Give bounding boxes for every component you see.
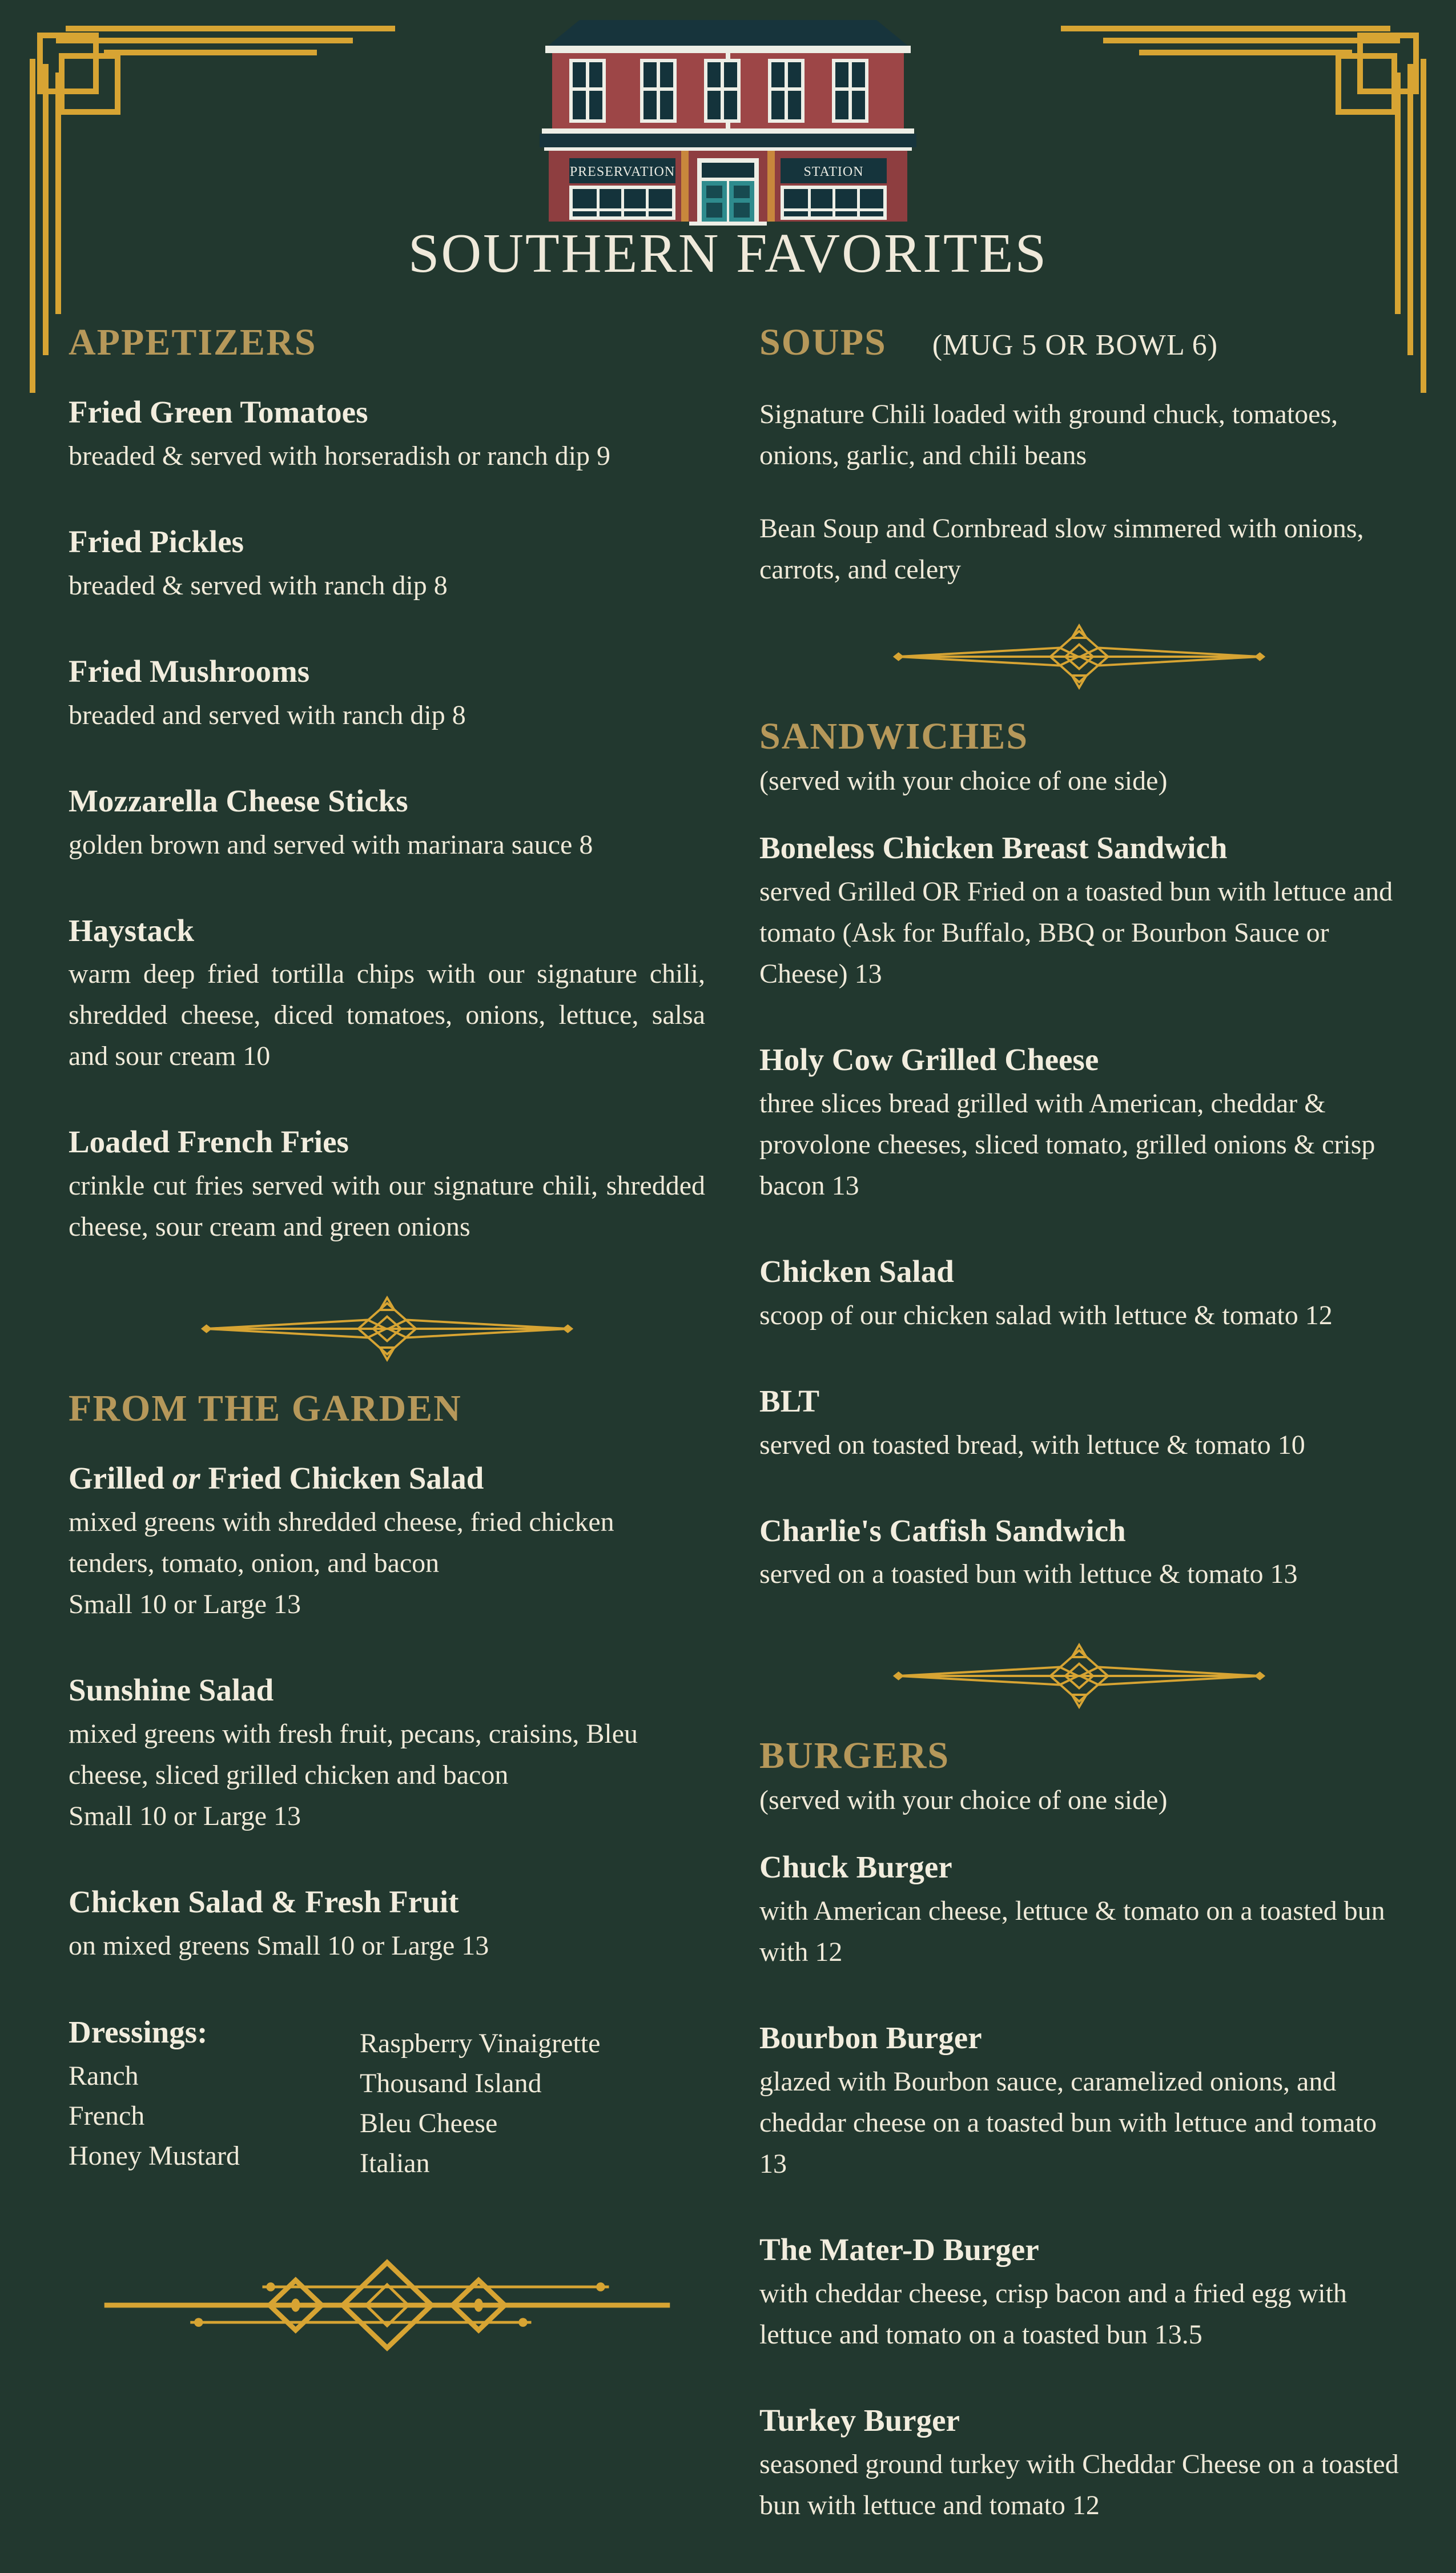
soups-heading-row (759, 321, 1399, 364)
item-name: Chicken Salad & Fresh Fruit (69, 1884, 459, 1920)
item-desc: breaded & served with ranch dip 8 (69, 570, 448, 601)
item-desc: crinkle cut fries served with our signature chili, shredded cheese, sour cream and green onions (69, 1171, 705, 1243)
divider-ornament-icon (199, 1294, 576, 1363)
item-desc: mixed greens with fresh fruit, pecans, craisins, Bleu cheese, sliced grilled chicken and bacon (69, 1719, 638, 1791)
item-size-line: Small 10 or Large 13 (69, 1801, 301, 1832)
item-desc: served on a toasted bun with lettuce & tomato 13 (759, 1559, 1298, 1590)
soup-item: Bean Soup and Cornbread slow simmered with onions, carrots, and celery (759, 513, 1364, 585)
item-desc: three slices bread grilled with American, cheddar & provolone cheeses, sliced tomato, grilled onions & crisp bacon 13 (759, 1088, 1375, 1201)
sandwiches-heading: SANDWICHES (759, 715, 1029, 757)
dressing-option: Thousand Island (360, 2068, 542, 2099)
item-desc: warm deep fried tortilla chips with our signature chili, shredded cheese, diced tomatoes, onions, lettuce, salsa and sour cream 10 (69, 959, 705, 1072)
sandwiches-section (759, 715, 1399, 1595)
menu-item (759, 1849, 1399, 1973)
menu-item (69, 1672, 705, 1837)
building-illustration (540, 14, 916, 226)
pillar (767, 151, 775, 222)
sign-text-left: PRESERVATION (569, 164, 675, 179)
dressings-column-1 (69, 2013, 360, 2184)
item-name: Fried Pickles (69, 524, 244, 559)
menu-item (759, 2402, 1399, 2526)
dressing-option: Raspberry Vinaigrette (360, 2028, 601, 2059)
item-name-italic: or (172, 1461, 200, 1496)
item-name: Boneless Chicken Breast Sandwich (759, 830, 1228, 865)
dressing-option: Italian (360, 2148, 430, 2179)
dressings-label: Dressings: (69, 2015, 208, 2050)
menu-item (759, 2020, 1399, 2185)
burgers-section (759, 1734, 1399, 2526)
item-desc: with cheddar cheese, crisp bacon and a fried egg with lettuce and tomato on a toasted bun 13.5 (759, 2278, 1347, 2350)
menu-item (69, 394, 705, 477)
soups-section (759, 321, 1399, 590)
item-name-part: Grilled (69, 1461, 172, 1496)
menu-item (759, 1042, 1399, 1207)
item-desc: scoop of our chicken salad with lettuce & tomato 12 (759, 1300, 1333, 1330)
item-name (69, 1460, 705, 1497)
storefront-window-left (569, 186, 675, 220)
item-name: Turkey Burger (759, 2403, 960, 2438)
menu-item (759, 1383, 1399, 1466)
item-desc: breaded & served with horseradish or ranch dip 9 (69, 440, 611, 471)
divider-ornament-icon (99, 2251, 675, 2359)
menu-item (69, 524, 705, 606)
storefront-window-right (781, 186, 887, 220)
item-name: Sunshine Salad (69, 1673, 274, 1708)
dressings-block (69, 2013, 705, 2184)
item-name: Bourbon Burger (759, 2020, 982, 2056)
garden-heading: FROM THE GARDEN (69, 1388, 462, 1430)
menu-item (69, 783, 705, 866)
appetizers-heading: APPETIZERS (69, 321, 317, 363)
entrance-door (689, 158, 767, 226)
burgers-heading: BURGERS (759, 1735, 950, 1777)
item-name: Fried Mushrooms (69, 653, 310, 689)
item-name: Chuck Burger (759, 1850, 952, 1885)
menu-item (759, 1513, 1399, 1595)
item-name: Chicken Salad (759, 1253, 954, 1289)
item-desc: served Grilled OR Fried on a toasted bun with lettuce and tomato (Ask for Buffalo, BBQ or Bourbon Sauce or Cheese) 13 (759, 876, 1393, 989)
dressing-option: Ranch (69, 2061, 139, 2092)
page-title: SOUTHERN FAVORITES (408, 223, 1048, 284)
item-desc: golden brown and served with marinara sauce 8 (69, 829, 593, 860)
item-name: Fried Green Tomatoes (69, 395, 368, 429)
menu-item (69, 1460, 705, 1625)
pillar (681, 151, 689, 222)
dressing-option: Bleu Cheese (360, 2108, 498, 2139)
menu-item (69, 1124, 705, 1248)
item-desc: with American cheese, lettuce & tomato on a toasted bun with 12 (759, 1896, 1385, 1968)
menu-item (69, 1884, 705, 1967)
dressings-column-2 (360, 2013, 600, 2184)
item-name: Holy Cow Grilled Cheese (759, 1042, 1099, 1077)
divider-ornament-icon (891, 622, 1268, 691)
item-desc: seasoned ground turkey with Cheddar Cheese on a toasted bun with lettuce and tomato 12 (759, 2449, 1399, 2521)
menu-item (759, 2232, 1399, 2355)
soups-heading: SOUPS (759, 321, 887, 363)
dressing-option: Honey Mustard (69, 2141, 240, 2172)
burgers-note: (served with your choice of one side) (759, 1785, 1168, 1816)
item-name: BLT (759, 1383, 820, 1418)
item-desc: glazed with Bourbon sauce, caramelized onions, and cheddar cheese on a toasted bun with lettuce and tomato 13 (759, 2067, 1377, 2180)
sign-text-right: STATION (803, 164, 864, 179)
soups-price-note: (MUG 5 OR BOWL 6) (932, 329, 1218, 361)
item-desc: served on toasted bread, with lettuce & tomato 10 (759, 1429, 1305, 1460)
item-name: The Mater-D Burger (759, 2232, 1039, 2268)
item-name: Loaded French Fries (69, 1124, 349, 1160)
menu-item (759, 1253, 1399, 1336)
item-desc: breaded and served with ranch dip 8 (69, 699, 466, 730)
left-column (69, 321, 705, 2359)
item-name: Charlie's Catfish Sandwich (759, 1513, 1126, 1548)
item-name-part: Fried Chicken Salad (200, 1461, 484, 1496)
appetizers-section (69, 321, 705, 1248)
menu-item (759, 830, 1399, 995)
garden-section (69, 1387, 705, 2184)
dressing-option: French (69, 2101, 145, 2132)
item-name: Haystack (69, 912, 194, 948)
menu-item (69, 912, 705, 1078)
item-desc: on mixed greens Small 10 or Large 13 (69, 1931, 489, 1961)
menu-item (69, 653, 705, 736)
sandwiches-note: (served with your choice of one side) (759, 766, 1168, 796)
item-desc: mixed greens with shredded cheese, fried chicken tenders, tomato, onion, and bacon (69, 1507, 614, 1579)
divider-ornament-icon (891, 1642, 1268, 1710)
item-name: Mozzarella Cheese Sticks (69, 783, 408, 818)
right-column (759, 321, 1399, 2573)
soup-item: Signature Chili loaded with ground chuck, tomatoes, onions, garlic, and chili beans (759, 399, 1338, 471)
building-roof (548, 20, 908, 46)
item-size-line: Small 10 or Large 13 (69, 1589, 301, 1620)
